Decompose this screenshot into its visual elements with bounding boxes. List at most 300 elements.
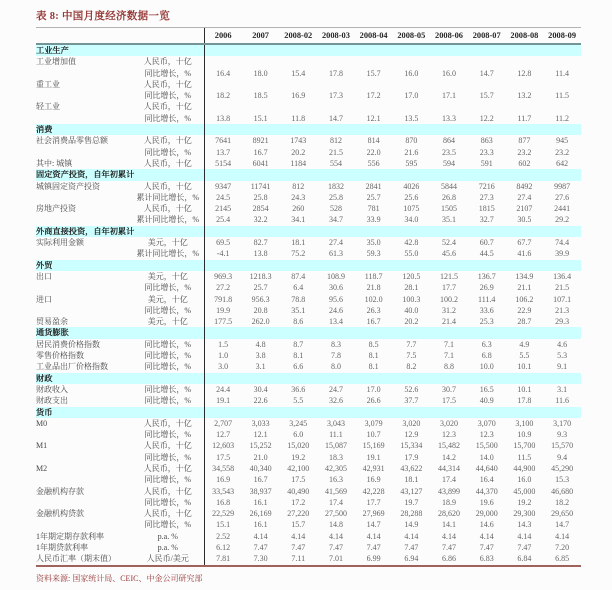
- cell-value: 16.9: [291, 91, 306, 101]
- table-row: [36, 271, 581, 282]
- cell-value: [204, 56, 242, 67]
- cell-value: 43,622: [400, 463, 423, 473]
- cell-value: 37.7: [404, 396, 419, 406]
- section-header-label: 工业生产: [36, 44, 204, 56]
- row-unit: 人民币，十亿: [143, 102, 192, 112]
- cell-value: 16.1: [253, 497, 268, 507]
- cell-value: 44,370: [475, 486, 498, 496]
- cell-value: [355, 101, 393, 112]
- cell-value: 7.47: [253, 543, 268, 553]
- cell-value: 7.47: [291, 543, 306, 553]
- cell-value: 44,314: [438, 463, 460, 473]
- cell-value: 18.3: [328, 452, 343, 462]
- cell-value: 15,500: [475, 441, 498, 451]
- cell-value: 3.1: [557, 384, 568, 394]
- table-row: [36, 395, 581, 406]
- cell-value: 864: [443, 136, 455, 146]
- row-unit: 同比增长，%: [144, 430, 192, 440]
- table-row: [36, 294, 581, 305]
- row-label: 城镇固定资产投资: [36, 181, 100, 191]
- row-label: [36, 429, 132, 440]
- cell-value: 16.0: [442, 68, 456, 78]
- table-row: [36, 497, 581, 508]
- cell-value: 4.14: [555, 531, 570, 541]
- section-header-row: [36, 226, 581, 237]
- cell-value: 8.0: [330, 362, 341, 372]
- cell-value: 8.3: [330, 339, 341, 349]
- cell-value: 17.8: [328, 68, 343, 78]
- period-column-header: 2008-07: [468, 28, 506, 44]
- cell-value: 3,043: [326, 418, 345, 428]
- cell-value: 27.4: [328, 238, 343, 248]
- cell-value: 78.8: [291, 294, 306, 304]
- cell-value: 2841: [365, 181, 382, 191]
- cell-value: 27,969: [362, 509, 385, 519]
- cell-value: 10.9: [517, 430, 532, 440]
- cell-value: 13.7: [204, 147, 242, 158]
- table-row: [36, 68, 581, 79]
- cell-value: 25.8: [253, 192, 268, 202]
- cell-value: 20.2: [404, 317, 419, 327]
- cell-value: 15.7: [479, 91, 494, 101]
- cell-value: 6.99: [355, 553, 393, 565]
- cell-value: 18.5: [253, 91, 268, 101]
- cell-value: 6.3: [481, 339, 492, 349]
- cell-value: 41,569: [324, 486, 347, 496]
- cell-value: 33.9: [366, 215, 381, 225]
- period-column-header: 2008-06: [430, 28, 468, 44]
- section-header-band: [204, 260, 581, 271]
- cell-value: 528: [329, 204, 342, 214]
- cell-value: 4026: [403, 181, 420, 191]
- cell-value: 6041: [252, 158, 269, 168]
- cell-value: 812: [292, 181, 305, 191]
- cell-value: 7.11: [279, 553, 317, 565]
- row-label: [36, 113, 132, 124]
- cell-value: 8.6: [293, 317, 304, 327]
- cell-value: [279, 79, 317, 90]
- cell-value: 17.5: [291, 475, 306, 485]
- cell-value: 3.0: [204, 361, 242, 372]
- cell-value: 17.0: [404, 91, 419, 101]
- cell-value: 134.9: [515, 271, 534, 281]
- cell-value: 8.1: [368, 351, 379, 361]
- cell-value: 31.2: [442, 305, 456, 315]
- table-row: [36, 192, 581, 203]
- cell-value: 82.7: [253, 238, 268, 248]
- cell-value: 15.7: [291, 520, 306, 530]
- row-label: [36, 248, 132, 259]
- cell-value: 6.0: [293, 430, 304, 440]
- cell-value: 8.5: [368, 339, 379, 349]
- section-header-label: 财政: [36, 373, 204, 384]
- table-row: [36, 181, 581, 192]
- cell-value: [468, 101, 506, 112]
- table-row: [36, 418, 581, 429]
- cell-value: 21.3: [555, 305, 570, 315]
- row-unit: 同比增长，%: [144, 283, 192, 293]
- cell-value: 8.7: [293, 339, 304, 349]
- source-note: 资料来源: 国家统计局、CEIC、中金公司研究部: [36, 573, 203, 583]
- cell-value: 40.0: [404, 305, 419, 315]
- cell-value: 17.7: [442, 283, 456, 293]
- section-header-band: [204, 407, 581, 418]
- cell-value: 42,228: [362, 486, 385, 496]
- cell-value: 45.6: [442, 249, 456, 259]
- row-label: 1年期定期存款利率: [36, 531, 104, 541]
- cell-value: 42,305: [324, 463, 347, 473]
- cell-value: [355, 79, 393, 90]
- cell-value: 20.2: [291, 147, 306, 157]
- cell-value: 46,680: [551, 486, 574, 496]
- cell-value: 11.5: [517, 452, 532, 462]
- cell-value: [317, 56, 355, 67]
- cell-value: 863: [480, 136, 493, 146]
- cell-value: 12.8: [517, 68, 532, 78]
- cell-value: 34.1: [291, 215, 306, 225]
- table-row: [36, 361, 581, 372]
- period-column-header: 2008-03: [317, 28, 355, 44]
- monthly-economic-data-table: [36, 28, 581, 567]
- cell-value: 11.2: [555, 113, 569, 123]
- cell-value: 591: [480, 158, 493, 168]
- cell-value: 969.3: [204, 271, 242, 282]
- table-row: [36, 203, 581, 214]
- section-header-row: [36, 327, 581, 338]
- table-row: [36, 135, 581, 146]
- cell-value: 21.4: [442, 317, 456, 327]
- section-header-band: [204, 327, 581, 338]
- cell-value: [506, 56, 544, 67]
- cell-value: 32.2: [253, 215, 268, 225]
- cell-value: 13.8: [204, 113, 242, 124]
- cell-value: 102.0: [364, 294, 383, 304]
- cell-value: 13.8: [253, 249, 268, 259]
- cell-value: 8.2: [406, 362, 417, 372]
- cell-value: 5.5: [293, 396, 304, 406]
- row-label: 财政收入: [36, 384, 68, 394]
- section-header-band: [204, 169, 581, 180]
- cell-value: 7.47: [442, 543, 456, 553]
- cell-value: 24.5: [204, 192, 242, 203]
- cell-value: 3,245: [289, 418, 308, 428]
- cell-value: 27,220: [287, 509, 310, 519]
- cell-value: 30.4: [253, 384, 268, 394]
- cell-value: 7.1: [444, 339, 454, 349]
- cell-value: 19.7: [404, 497, 419, 507]
- row-unit: 人民币，十亿: [143, 158, 192, 168]
- cell-value: 1832: [327, 181, 344, 191]
- table-row: [36, 474, 581, 485]
- cell-value: 100.2: [440, 294, 458, 304]
- cell-value: 15,087: [324, 441, 347, 451]
- cell-value: [430, 56, 468, 67]
- cell-value: 1815: [478, 204, 495, 214]
- cell-value: 120.5: [402, 271, 421, 281]
- cell-value: 13.4: [328, 317, 343, 327]
- cell-value: 6.4: [293, 283, 304, 293]
- cell-value: 6.12: [204, 542, 242, 553]
- cell-value: 33,543: [204, 486, 242, 497]
- cell-value: 22,529: [204, 508, 242, 519]
- table-row: [36, 248, 581, 259]
- row-unit: 人民币，十亿: [143, 486, 192, 496]
- cell-value: 19.1: [366, 452, 381, 462]
- cell-value: 22.6: [253, 396, 268, 406]
- cell-value: 1184: [290, 158, 307, 168]
- section-header-label: 固定资产投资，自年初累计: [36, 169, 204, 180]
- table-row: [36, 519, 581, 530]
- row-unit: 同比增长，%: [144, 362, 192, 372]
- column-header-row: [36, 28, 581, 44]
- cell-value: [543, 79, 581, 90]
- cell-value: 7.1: [444, 351, 454, 361]
- cell-value: 45,290: [551, 463, 574, 473]
- row-unit: 同比增长，%: [144, 68, 192, 78]
- cell-value: 23.2: [517, 147, 532, 157]
- cell-value: 28.7: [517, 317, 532, 327]
- cell-value: 7.8: [330, 351, 341, 361]
- cell-value: [317, 101, 355, 112]
- cell-value: 61.3: [328, 249, 343, 259]
- corner-cell: [36, 28, 204, 44]
- cell-value: 35.1: [442, 215, 456, 225]
- cell-value: 15,252: [249, 441, 272, 451]
- cell-value: 9.4: [557, 452, 568, 462]
- cell-value: 594: [443, 158, 455, 168]
- cell-value: 4.14: [479, 531, 494, 541]
- cell-value: 16.7: [366, 317, 381, 327]
- cell-value: 40,340: [249, 463, 272, 473]
- cell-value: 14.9: [404, 520, 419, 530]
- table-row: [36, 56, 581, 67]
- row-label: 出口: [36, 271, 52, 281]
- cell-value: 14.1: [442, 520, 456, 530]
- row-unit: 人民币，十亿: [143, 181, 192, 191]
- cell-value: 21.5: [328, 147, 343, 157]
- cell-value: 17.0: [366, 384, 381, 394]
- table-row: [36, 553, 581, 565]
- cell-value: 16.4: [204, 68, 242, 79]
- row-unit: 同比增长，%: [144, 396, 192, 406]
- cell-value: 14.8: [328, 520, 343, 530]
- cell-value: 41.6: [517, 249, 532, 259]
- cell-value: 14.7: [479, 68, 494, 78]
- cell-value: 29,300: [513, 509, 536, 519]
- cell-value: [392, 56, 430, 67]
- cell-value: 22.9: [517, 305, 532, 315]
- cell-value: 7.7: [406, 339, 417, 349]
- cell-value: 15.1: [253, 113, 268, 123]
- cell-value: 1743: [290, 136, 307, 146]
- cell-value: 15,169: [362, 441, 385, 451]
- cell-value: 136.4: [553, 271, 572, 281]
- cell-value: 260: [292, 204, 305, 214]
- row-unit: 人民币，十亿: [143, 204, 192, 214]
- cell-value: 4.8: [255, 339, 266, 349]
- cell-value: 15.7: [366, 68, 381, 78]
- cell-value: 11.1: [329, 430, 343, 440]
- cell-value: 32.7: [479, 215, 494, 225]
- cell-value: 29.3: [555, 317, 570, 327]
- cell-value: 3,070: [477, 418, 496, 428]
- cell-value: 16.3: [328, 475, 343, 485]
- section-header-band: [204, 226, 581, 237]
- section-header-row: [36, 44, 581, 56]
- cell-value: 24.7: [328, 384, 343, 394]
- cell-value: 7.30: [242, 553, 280, 565]
- cell-value: 17.4: [328, 497, 343, 507]
- row-label: 工业品出厂价格指数: [36, 362, 108, 372]
- cell-value: 11.6: [555, 396, 569, 406]
- row-unit: 同比增长，%: [144, 475, 192, 485]
- table-row: [36, 113, 581, 124]
- cell-value: 36.6: [291, 384, 306, 394]
- cell-value: 6.84: [506, 553, 544, 565]
- row-unit: 累计同比增长，%: [136, 249, 200, 259]
- cell-value: 4.14: [291, 531, 306, 541]
- cell-value: 17.3: [328, 91, 343, 101]
- row-label: M2: [36, 463, 48, 473]
- row-label: [36, 90, 132, 101]
- cell-value: 121.5: [440, 271, 458, 281]
- period-column-header: 2008-02: [279, 28, 317, 44]
- row-unit: 人民币，十亿: [143, 509, 192, 519]
- cell-value: 16.7: [253, 475, 268, 485]
- cell-value: 1218.3: [249, 271, 272, 281]
- table-row: [36, 452, 581, 463]
- table-row: [36, 79, 581, 90]
- table-row: [36, 101, 581, 112]
- cell-value: 16.1: [253, 520, 268, 530]
- section-header-row: [36, 373, 581, 384]
- cell-value: 34,558: [204, 463, 242, 474]
- cell-value: 23.5: [442, 147, 456, 157]
- cell-value: 40.9: [479, 396, 494, 406]
- cell-value: 35.0: [366, 238, 381, 248]
- cell-value: 14.7: [555, 520, 570, 530]
- cell-value: 136.7: [477, 271, 496, 281]
- cell-value: 12.3: [442, 430, 456, 440]
- row-unit: 人民币，十亿: [143, 418, 192, 428]
- cell-value: 69.5: [204, 237, 242, 248]
- row-label: 实际利用金额: [36, 238, 84, 248]
- cell-value: 42,100: [287, 463, 310, 473]
- cell-value: 3,020: [440, 418, 458, 428]
- row-unit: 人民币/美元: [132, 553, 204, 565]
- cell-value: 8.1: [293, 351, 304, 361]
- cell-value: 4.9: [519, 339, 530, 349]
- cell-value: 44,900: [513, 463, 536, 473]
- cell-value: 642: [556, 158, 569, 168]
- row-label: 金融机构存款: [36, 486, 84, 496]
- cell-value: 5154: [204, 158, 242, 169]
- cell-value: 30.5: [517, 215, 532, 225]
- row-label: 零售价格指数: [36, 351, 84, 361]
- cell-value: 16.9: [366, 475, 381, 485]
- cell-value: 15,334: [400, 441, 423, 451]
- cell-value: 8.8: [444, 362, 454, 372]
- cell-value: 781: [367, 204, 380, 214]
- row-unit: 人民币，十亿: [143, 136, 192, 146]
- cell-value: 7641: [204, 135, 242, 146]
- cell-value: 60.7: [479, 238, 494, 248]
- row-label: 轻工业: [36, 102, 60, 112]
- cell-value: 5844: [441, 181, 457, 191]
- cell-value: 27.6: [555, 192, 570, 202]
- cell-value: 7.47: [479, 543, 494, 553]
- cell-value: 7.81: [204, 553, 242, 565]
- cell-value: 26.8: [442, 192, 456, 202]
- table-row: [36, 384, 581, 395]
- cell-value: 24.4: [204, 384, 242, 395]
- cell-value: 4.14: [517, 531, 532, 541]
- cell-value: 3,033: [251, 418, 270, 428]
- row-label: 房地产投资: [36, 204, 76, 214]
- cell-value: 6.85: [543, 553, 581, 565]
- row-unit: 同比增长，%: [144, 384, 192, 394]
- cell-value: 27.4: [517, 192, 532, 202]
- cell-value: 13.2: [517, 91, 532, 101]
- cell-value: 554: [329, 158, 342, 168]
- table-row: [36, 90, 581, 101]
- cell-value: 3.1: [255, 362, 266, 372]
- row-unit: 同比增长，%: [144, 452, 192, 462]
- cell-value: 52.6: [404, 384, 419, 394]
- row-label: 金融机构贷款: [36, 509, 84, 519]
- cell-value: 23.3: [479, 147, 494, 157]
- cell-value: 16.5: [479, 384, 494, 394]
- cell-value: 556: [367, 158, 380, 168]
- cell-value: 3,020: [402, 418, 421, 428]
- cell-value: 1075: [403, 204, 420, 214]
- cell-value: 956.3: [251, 294, 270, 304]
- cell-value: 2145: [204, 203, 242, 214]
- cell-value: 25.6: [404, 192, 419, 202]
- cell-value: 18.2: [555, 497, 570, 507]
- cell-value: 17.9: [404, 452, 419, 462]
- section-header-band: [204, 373, 581, 384]
- cell-value: 111.4: [477, 294, 496, 304]
- section-header-row: [36, 407, 581, 418]
- cell-value: 15,020: [287, 441, 310, 451]
- cell-value: [430, 79, 468, 90]
- cell-value: 40,490: [287, 486, 310, 496]
- cell-value: 12.9: [404, 430, 419, 440]
- cell-value: 8492: [516, 181, 533, 191]
- cell-value: [355, 56, 393, 67]
- cell-value: 25.7: [366, 192, 381, 202]
- cell-value: 10.0: [479, 362, 494, 372]
- cell-value: 12.1: [253, 430, 268, 440]
- cell-value: 15.1: [204, 519, 242, 530]
- cell-value: 18.0: [253, 68, 268, 78]
- period-column-header: 2008-04: [355, 28, 393, 44]
- row-unit: 人民币，十亿: [143, 441, 192, 451]
- cell-value: 17.2: [366, 91, 381, 101]
- cell-value: 32.6: [328, 396, 343, 406]
- cell-value: 35.1: [291, 305, 306, 315]
- cell-value: 16.0: [517, 475, 532, 485]
- cell-value: 10.1: [517, 362, 532, 372]
- cell-value: 18.1: [291, 238, 306, 248]
- cell-value: 6.83: [468, 553, 506, 565]
- cell-value: 9347: [204, 181, 242, 192]
- section-header-label: 外商直接投资，自年初累计: [36, 226, 204, 237]
- cell-value: 7.47: [366, 543, 381, 553]
- cell-value: 877: [518, 136, 531, 146]
- section-header-label: 消费: [36, 124, 204, 135]
